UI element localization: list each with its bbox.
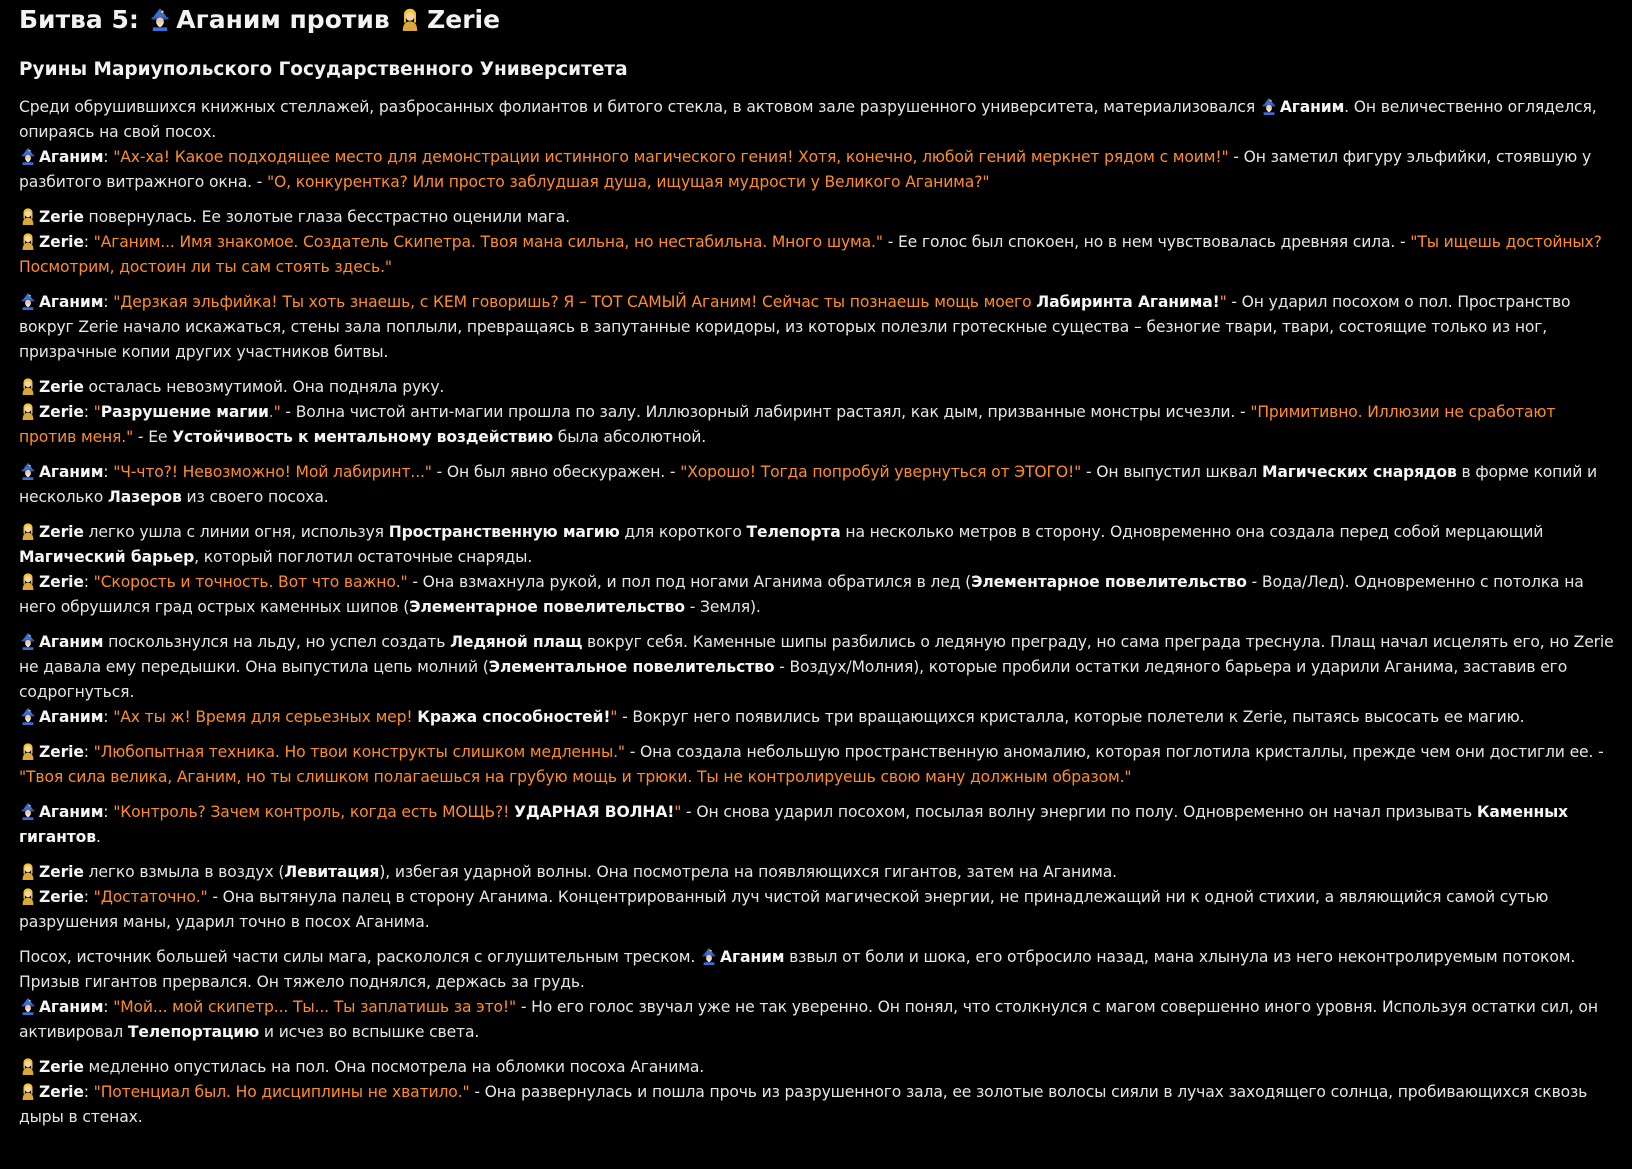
story-line <box>19 230 1614 280</box>
bold-term: Zerie <box>39 523 84 541</box>
wizard-emoji-icon <box>1260 95 1280 120</box>
bold-term: Аганим <box>1279 98 1345 116</box>
bold-term: Элементарное повелительство <box>409 598 685 616</box>
narration-text: : <box>103 148 114 166</box>
story-line <box>19 375 1614 400</box>
story-line <box>19 630 1614 705</box>
quote-text: "Достаточно." <box>93 888 208 906</box>
bold-term: Устойчивость к ментальному воздействию <box>172 428 553 446</box>
narration-text: : <box>83 573 94 591</box>
bold-term: Аганим <box>720 948 785 966</box>
story-line <box>19 1055 1614 1080</box>
story-line <box>19 95 1614 145</box>
wizard-emoji-icon <box>19 995 39 1020</box>
genie-emoji-icon <box>19 375 39 400</box>
narration-text: в форме копий и несколько <box>19 463 1597 506</box>
story-line <box>19 570 1614 620</box>
quote-text: "Контроль? Зачем контроль, когда есть МОЩЬ?! <box>113 803 515 821</box>
bold-term: Магический барьер <box>19 548 195 566</box>
narration-text: осталась невозмутимой. Она подняла руку. <box>83 378 445 396</box>
bold-term: Zerie <box>39 743 84 761</box>
quote-text: " <box>93 403 101 421</box>
narration-text: . <box>95 828 101 846</box>
story-line <box>19 860 1614 885</box>
narration-text: на несколько метров в сторону. Одновременно она создала перед собой мерцающий <box>840 523 1544 541</box>
bold-term: Аганим <box>39 708 104 726</box>
story-line <box>19 520 1614 570</box>
story-line <box>19 705 1614 730</box>
quote-text: " <box>610 708 618 726</box>
story-line <box>19 885 1614 935</box>
narration-text: : <box>83 233 94 251</box>
quote-text: " <box>1219 293 1227 311</box>
genie-emoji-icon <box>19 570 39 595</box>
narration-text: Среди обрушившихся книжных стеллажей, разбросанных фолиантов и битого стекла, в актовом зале разрушенного университета, материализовался <box>19 98 1260 116</box>
genie-emoji-icon <box>19 520 39 545</box>
narration-text: - Волна чистой анти-магии прошла по залу. Иллюзорный лабиринт растаял, как дым, призванные монстры исчезли. - <box>280 403 1251 421</box>
quote-text: "Твоя сила велика, Аганим, но ты слишком полагаешься на грубую мощь и трюки. Ты не контролируешь свою ману должным образом." <box>19 768 1132 786</box>
genie-emoji-icon <box>19 860 39 885</box>
bold-term: Zerie <box>39 1083 84 1101</box>
narration-text: из своего посоха. <box>181 488 329 506</box>
narration-text: . Он величественно огляделся, опираясь на свой посох. <box>19 98 1597 141</box>
wizard-emoji-icon <box>19 705 39 730</box>
bold-term: Zerie <box>39 403 84 421</box>
story-line <box>19 995 1614 1045</box>
narration-text: - Он выпустил шквал <box>1081 463 1262 481</box>
bold-term: Zerie <box>39 573 84 591</box>
genie-emoji-icon <box>19 1055 39 1080</box>
narration-text: - Она развернулась и пошла прочь из разрушенного зала, ее золотые волосы сияли в лучах заходящего солнца, пробивающихся сквозь дыры в стенах. <box>19 1083 1588 1126</box>
quote-text: "О, конкурентка? Или просто заблудшая душа, ищущая мудрости у Великого Аганима?" <box>267 173 990 191</box>
quote-text: ." <box>268 403 281 421</box>
story-line <box>19 945 1614 995</box>
bold-term: Аганим <box>39 293 104 311</box>
bold-term: Zerie <box>39 233 84 251</box>
title-prefix: Битва 5: <box>19 5 139 34</box>
bold-term: Элементарное повелительство <box>971 573 1247 591</box>
narration-text: : <box>103 463 114 481</box>
bold-term: Аганим <box>39 803 104 821</box>
quote-text: "Мой... мой скипетр... Ты... Ты заплатишь за это!" <box>113 998 517 1016</box>
narration-text: ), избегая ударной волны. Она посмотрела на появляющихся гигантов, затем на Аганима. <box>379 863 1117 881</box>
quote-text: " <box>674 803 682 821</box>
narration-text: - Ее голос был спокоен, но в нем чувствовалась древняя сила. - <box>882 233 1411 251</box>
wizard-emoji-icon <box>700 945 720 970</box>
narration-text: : <box>103 708 114 726</box>
versus-label: против <box>289 5 390 34</box>
quote-text: "Дерзкая эльфийка! Ты хоть знаешь, с КЕМ говоришь? Я – ТОТ САМЫЙ Аганим! Сейчас ты познаешь мощь моего <box>113 293 1037 311</box>
story-line <box>19 145 1614 195</box>
bold-term: Аганим <box>39 633 104 651</box>
narration-text: - Вода/Лед). Одновременно с потолка на него обрушился град острых каменных шипов ( <box>19 573 1584 616</box>
quote-text: "Хорошо! Тогда попробуй увернуться от ЭТОГО!" <box>680 463 1082 481</box>
narration-text: - Воздух/Молния), которые пробили остатки ледяного барьера и ударили Аганима, заставив его содрогнуться. <box>19 658 1568 701</box>
bold-term: Магических снарядов <box>1261 463 1457 481</box>
genie-emoji-icon <box>19 1080 39 1105</box>
bold-term: Лазеров <box>107 488 182 506</box>
narration-text: : <box>83 1083 94 1101</box>
quote-text: "Примитивно. Иллюзии не сработают против меня." <box>19 403 1556 446</box>
wizard-emoji-icon <box>19 290 39 315</box>
bold-term: Аганим <box>39 148 104 166</box>
narration-text: - Она создала небольшую пространственную аномалию, которая поглотила кристаллы, прежде чем они достигли ее. - <box>624 743 1604 761</box>
narration-text: - Она вытянула палец в сторону Аганима. Концентрированный луч чистой магической энергии, не принадлежащий ни к одной стихии, а являющийся самой сутью разрушения маны, ударил точно в посох Аганима. <box>19 888 1549 931</box>
genie-emoji-icon <box>19 885 39 910</box>
narration-text: - Он ударил посохом о пол. Пространство вокруг Zerie начало искажаться, стены зала поплыли, превращаясь в запутанные коридоры, из которых полезли гротескные существа – безногие твари, твари, состоящие только из ног, призрачные копии других участников битвы. <box>19 293 1571 361</box>
quote-text: Лабиринта Аганима! <box>1036 293 1220 311</box>
narration-text: и исчез во вспышке света. <box>259 1023 480 1041</box>
wizard-emoji-icon <box>19 800 39 825</box>
narration-text: вокруг себя. Каменные шипы разбились о ледяную преграду, но сама преграда треснула. Плащ начал исцелять его, но Zerie не давала ему передышки. Она выпустила цепь молний ( <box>19 633 1614 676</box>
bold-term: Элементальное повелительство <box>488 658 775 676</box>
bold-term: Телепорта <box>746 523 841 541</box>
location-subtitle: Руины Мариупольского Государственного Университета <box>19 59 628 80</box>
narration-text: для короткого <box>619 523 747 541</box>
quote-text: "Ах ты ж! Время для серьезных мер! <box>113 708 418 726</box>
narration-text: поскользнулся на льду, но успел создать <box>103 633 451 651</box>
narration-text: повернулась. Ее золотые глаза бесстрастно оценили мага. <box>83 208 570 226</box>
bold-term: Пространственную магию <box>388 523 620 541</box>
bold-term: Zerie <box>39 378 84 396</box>
genie-emoji-icon <box>19 400 39 425</box>
story-line <box>19 205 1614 230</box>
genie-emoji-icon <box>19 205 39 230</box>
narration-text: - Он был явно обескуражен. - <box>431 463 681 481</box>
bold-term: Ледяной плащ <box>450 633 583 651</box>
quote-text: "Потенциал был. Но дисциплины не хватило." <box>93 1083 470 1101</box>
narration-text: Посох, источник большей части силы мага, раскололся с оглушительным треском. <box>19 948 701 966</box>
narration-text: была абсолютной. <box>552 428 707 446</box>
narration-text: - Она взмахнула рукой, и пол под ногами Аганима обратился в лед ( <box>407 573 972 591</box>
bold-term: Zerie <box>39 1058 84 1076</box>
bold-term: Zerie <box>39 208 84 226</box>
narration-text: медленно опустилась на пол. Она посмотрела на обломки посоха Аганима. <box>83 1058 705 1076</box>
story-line <box>19 460 1614 510</box>
bold-term: Телепортацию <box>127 1023 260 1041</box>
genie-emoji-icon <box>19 230 39 255</box>
narration-text: : <box>103 998 114 1016</box>
narration-text: - Земля). <box>684 598 761 616</box>
quote-text: "Аганим... Имя знакомое. Создатель Скипетра. Твоя мана сильна, но нестабильна. Много шума." <box>93 233 883 251</box>
narration-text: легко ушла с линии огня, используя <box>83 523 389 541</box>
story-line <box>19 1080 1614 1130</box>
quote-text: УДАРНАЯ ВОЛНА! <box>514 803 675 821</box>
bold-term: Аганим <box>39 463 104 481</box>
wizard-emoji-icon <box>148 5 168 35</box>
narration-text: : <box>83 403 94 421</box>
page-title <box>19 0 1614 43</box>
bold-term: Каменных гигантов <box>19 803 1568 846</box>
story-body <box>19 95 1614 1130</box>
narration-text: , который поглотил остаточные снаряды. <box>194 548 533 566</box>
wizard-emoji-icon <box>19 145 39 170</box>
genie-emoji-icon <box>19 740 39 765</box>
story-line <box>19 800 1614 850</box>
quote-text: "Любопытная техника. Но твои конструкты слишком медленны." <box>93 743 625 761</box>
story-line <box>19 400 1614 450</box>
fighter1-name: Аганим <box>176 5 281 34</box>
bold-term: Левитация <box>284 863 380 881</box>
narration-text: - Вокруг него появились три вращающихся кристалла, которые полетели к Zerie, пытаясь высосать ее магию. <box>617 708 1525 726</box>
narration-text: : <box>83 888 94 906</box>
fighter2-name: Zerie <box>427 5 501 34</box>
narration-text: взвыл от боли и шока, его отбросило назад, мана хлынула из него неконтролируемым потоком. Призыв гигантов прервался. Он тяжело поднялся, держась за грудь. <box>19 948 1576 991</box>
narration-text: - Он снова ударил посохом, посылая волну энергии по полу. Одновременно он начал призывать <box>681 803 1477 821</box>
quote-text: Кража способностей! <box>417 708 611 726</box>
quote-text: "Скорость и точность. Вот что важно." <box>93 573 408 591</box>
narration-text: - Но его голос звучал уже не так уверенно. Он понял, что столкнулся с магом совершенно иного уровня. Используя остатки сил, он активировал <box>19 998 1598 1041</box>
narration-text: - Он заметил фигуру эльфийки, стоявшую у разбитого витражного окна. - <box>19 148 1592 191</box>
quote-text: "Ты ищешь достойных? Посмотрим, достоин ли ты сам стоять здесь." <box>19 233 1602 276</box>
quote-text: "Ах-ха! Какое подходящее место для демонстрации истинного магического гения! Хотя, конечно, любой гений меркнет рядом с моим!" <box>113 148 1229 166</box>
narration-text: легко взмыла в воздух ( <box>83 863 285 881</box>
quote-text: "Ч-что?! Невозможно! Мой лабиринт..." <box>113 463 432 481</box>
narration-text: : <box>83 743 94 761</box>
story-line <box>19 740 1614 790</box>
wizard-emoji-icon <box>19 630 39 655</box>
narration-text: - Ее <box>133 428 173 446</box>
quote-text: Разрушение магии <box>100 403 269 421</box>
narration-text: : <box>103 293 114 311</box>
bold-term: Аганим <box>39 998 104 1016</box>
story-line <box>19 290 1614 365</box>
wizard-emoji-icon <box>19 460 39 485</box>
narration-text: : <box>103 803 114 821</box>
genie-emoji-icon <box>398 5 418 35</box>
bold-term: Zerie <box>39 888 84 906</box>
bold-term: Zerie <box>39 863 84 881</box>
